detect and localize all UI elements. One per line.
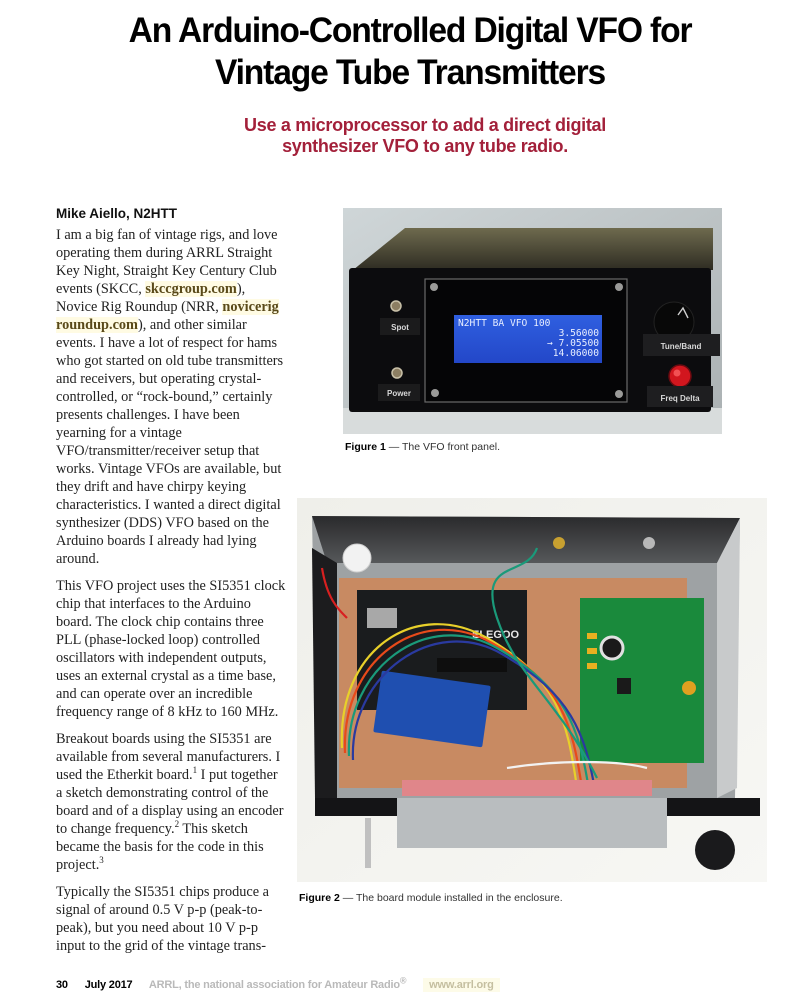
body-paragraph [56, 226, 286, 568]
screw-icon [431, 389, 439, 397]
vfo-front-panel-illustration [343, 208, 722, 434]
body-paragraph [56, 730, 286, 874]
inline-link[interactable]: skccgroup.com [145, 281, 237, 297]
capacitor [682, 681, 696, 695]
body-text: ), and other similar events. I have a lot of respect for hams who got started on old tube transmitters and receivers, but operating crystal-controlled, or “rock-bound,” certainly presents challenges. I have been yearning for a vintage VFO/transmitter/receiver setup that works. Vintage VFOs are available, but they drift and have chirpy keying characteristics. I wanted a direct digital synthesizer (DDS) VFO based on the Arduino boards I already had lying around. [56, 317, 284, 567]
power-label: Power [386, 389, 412, 398]
body-text: Typically the SI5351 chips produce a signal of around 0.5 V p-p (peak-to-peak), but you need about 10 V p-p input to the grid of the vintage trans- [56, 884, 270, 954]
page-footer [56, 975, 514, 991]
figure-2-caption-text: — The board module installed in the enclosure. [339, 892, 563, 904]
body-text: ), Novice Rig Roundup (NRR, [56, 281, 246, 315]
publisher-name: ARRL, the national association for Amateur Radio [148, 979, 400, 991]
lcd-mount-bracket [397, 798, 667, 848]
freq-delta-button [669, 365, 691, 387]
author-byline: Mike Aiello, N2HTT [56, 206, 178, 221]
lcd-line-3: → 7.05500 [547, 338, 599, 349]
tune-knob [695, 830, 735, 870]
headline-line-2: Vintage Tube Transmitters [214, 53, 606, 92]
page-number: 30 [56, 979, 68, 991]
amplifier-board [580, 598, 704, 763]
issue-date: July 2017 [84, 979, 133, 991]
arduino-brand-label: ELEGOO [472, 629, 520, 641]
publisher-tagline [148, 975, 407, 991]
body-text: This VFO project uses the SI5351 clock chip that interfaces to the Arduino board. The clock chip contains three PLL (phase-locked loop) controlled oscillators with independent outputs, uses an external crystal as a time base, and can operate over an incredible frequency range of 8 kHz to 160 MHz. [56, 578, 286, 720]
capacitor [587, 633, 597, 639]
footnote-reference[interactable]: 1 [192, 765, 198, 776]
toroid-inductor [601, 637, 623, 659]
figure-1-caption [345, 441, 500, 453]
enclosure-right-wall [717, 518, 740, 798]
screw-icon [615, 283, 623, 291]
article-deck [160, 115, 690, 157]
deck-line-1: Use a microprocessor to add a direct digital [244, 115, 606, 135]
figure-1-caption-text: — The VFO front panel. [385, 441, 501, 453]
enclosure-back-wall [312, 516, 740, 563]
figure-2-photo [297, 498, 767, 882]
footnote-reference[interactable]: 3 [99, 855, 104, 866]
inline-link[interactable]: novicerig roundup.com [56, 299, 279, 333]
website-link[interactable]: www.arrl.org [423, 978, 499, 992]
board-module-illustration [297, 498, 767, 882]
figure-2-caption [299, 892, 563, 904]
body-text: This sketch became the basis for the code in this project. [56, 821, 264, 873]
footnote-reference[interactable]: 2 [174, 819, 180, 830]
lcd-line-2: 3.56000 [558, 328, 599, 339]
power-toggle-switch [392, 368, 402, 378]
registered-mark: ® [399, 975, 407, 986]
capacitor [587, 663, 597, 669]
standoff [343, 544, 371, 572]
article-headline [55, 10, 765, 94]
article-body [56, 226, 286, 964]
figure-1-label: Figure 1 [345, 441, 386, 453]
screw-icon [430, 283, 438, 291]
usb-connector [367, 608, 397, 628]
button-highlight [674, 370, 681, 377]
lcd-line-1: N2HTT BA VFO 100 [458, 318, 551, 329]
lcd-line-4: 14.06000 [552, 348, 599, 359]
body-paragraph [56, 883, 286, 955]
enclosure-left-wall [312, 548, 337, 798]
ic-chip [617, 678, 631, 694]
body-paragraph [56, 577, 286, 721]
capacitor [587, 648, 597, 654]
body-text: I put together a sketch demonstrating control of the board and of a display using an encoder to change frequency. [56, 767, 284, 837]
spot-label: Spot [391, 323, 409, 332]
screw-icon [615, 390, 623, 398]
enclosure-top [353, 228, 713, 270]
freq-delta-label: Freq Delta [660, 394, 700, 403]
figure-1-photo [343, 208, 722, 434]
lcd-back-header [402, 780, 652, 796]
headline-line-1: An Arduino-Controlled Digital VFO for [128, 11, 692, 50]
spot-toggle-switch [391, 301, 401, 311]
deck-line-2: synthesizer VFO to any tube radio. [282, 136, 568, 156]
rf-output-connector [553, 537, 565, 549]
key-jack-connector [643, 537, 655, 549]
microcontroller-chip [437, 658, 507, 672]
body-text: Breakout boards using the SI5351 are available from several manufacturers. I used the Etherkit board. [56, 731, 281, 783]
toggle-switch-lever [365, 818, 371, 868]
figure-2-label: Figure 2 [299, 892, 340, 904]
tune-band-label: Tune/Band [660, 342, 702, 351]
body-text: I am a big fan of vintage rigs, and love operating them during ARRL Straight Key Night, Straight Key Century Club events (SKCC, [56, 227, 278, 297]
